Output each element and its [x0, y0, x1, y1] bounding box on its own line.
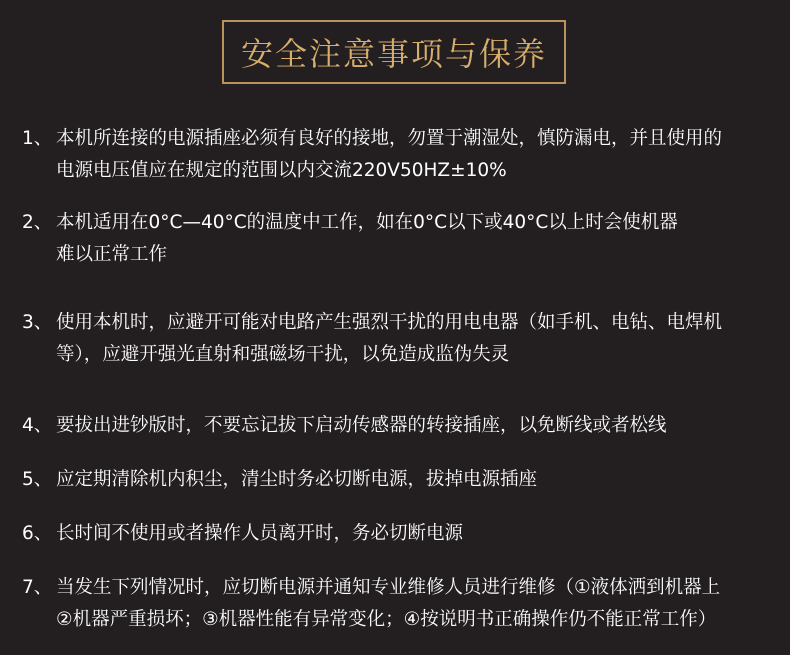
item-text: 要拔出进钞版时，不要忘记拔下启动传感器的转接插座，以免断线或者松线 [56, 415, 667, 436]
item-number: 4、 [22, 415, 53, 436]
notice-item-3 [22, 307, 780, 371]
notice-item-4 [22, 410, 780, 442]
item-number: 5、 [22, 469, 53, 490]
item-text: 本机适用在0°C—40°C的温度中工作，如在0°C以下或40°C以上时会使机器 难以正常工作 [56, 212, 678, 265]
item-text: 应定期清除机内积尘，清尘时务必切断电源，拔掉电源插座 [56, 469, 538, 490]
notice-item-1 [22, 123, 780, 187]
notice-item-2 [22, 207, 780, 271]
item-text: 长时间不使用或者操作人员离开时，务必切断电源 [56, 523, 464, 544]
page-title: 安全注意事项与保养 [240, 35, 547, 73]
item-number: 2、 [22, 212, 53, 233]
item-number: 3、 [22, 312, 53, 333]
item-number: 6、 [22, 523, 53, 544]
title-frame [222, 20, 566, 84]
item-text: 使用本机时，应避开可能对电路产生强烈干扰的用电电器（如手机、电钻、电焊机 等），应避开强光直射和强磁场干扰，以免造成监伪失灵 [56, 312, 723, 365]
notice-item-6 [22, 518, 780, 550]
item-number: 7、 [22, 577, 53, 598]
item-text: 本机所连接的电源插座必须有良好的接地，勿置于潮湿处，慎防漏电，并且使用的 电源电压值应在规定的范围以内交流220V50HZ±10% [56, 128, 723, 181]
item-number: 1、 [22, 128, 53, 149]
notice-item-7 [22, 572, 780, 636]
notice-item-5 [22, 464, 780, 496]
item-text: 当发生下列情况时，应切断电源并通知专业维修人员进行维修（①液体洒到机器上 ②机器严重损坏；③机器性能有异常变化；④按说明书正确操作仍不能正常工作） [56, 577, 721, 630]
